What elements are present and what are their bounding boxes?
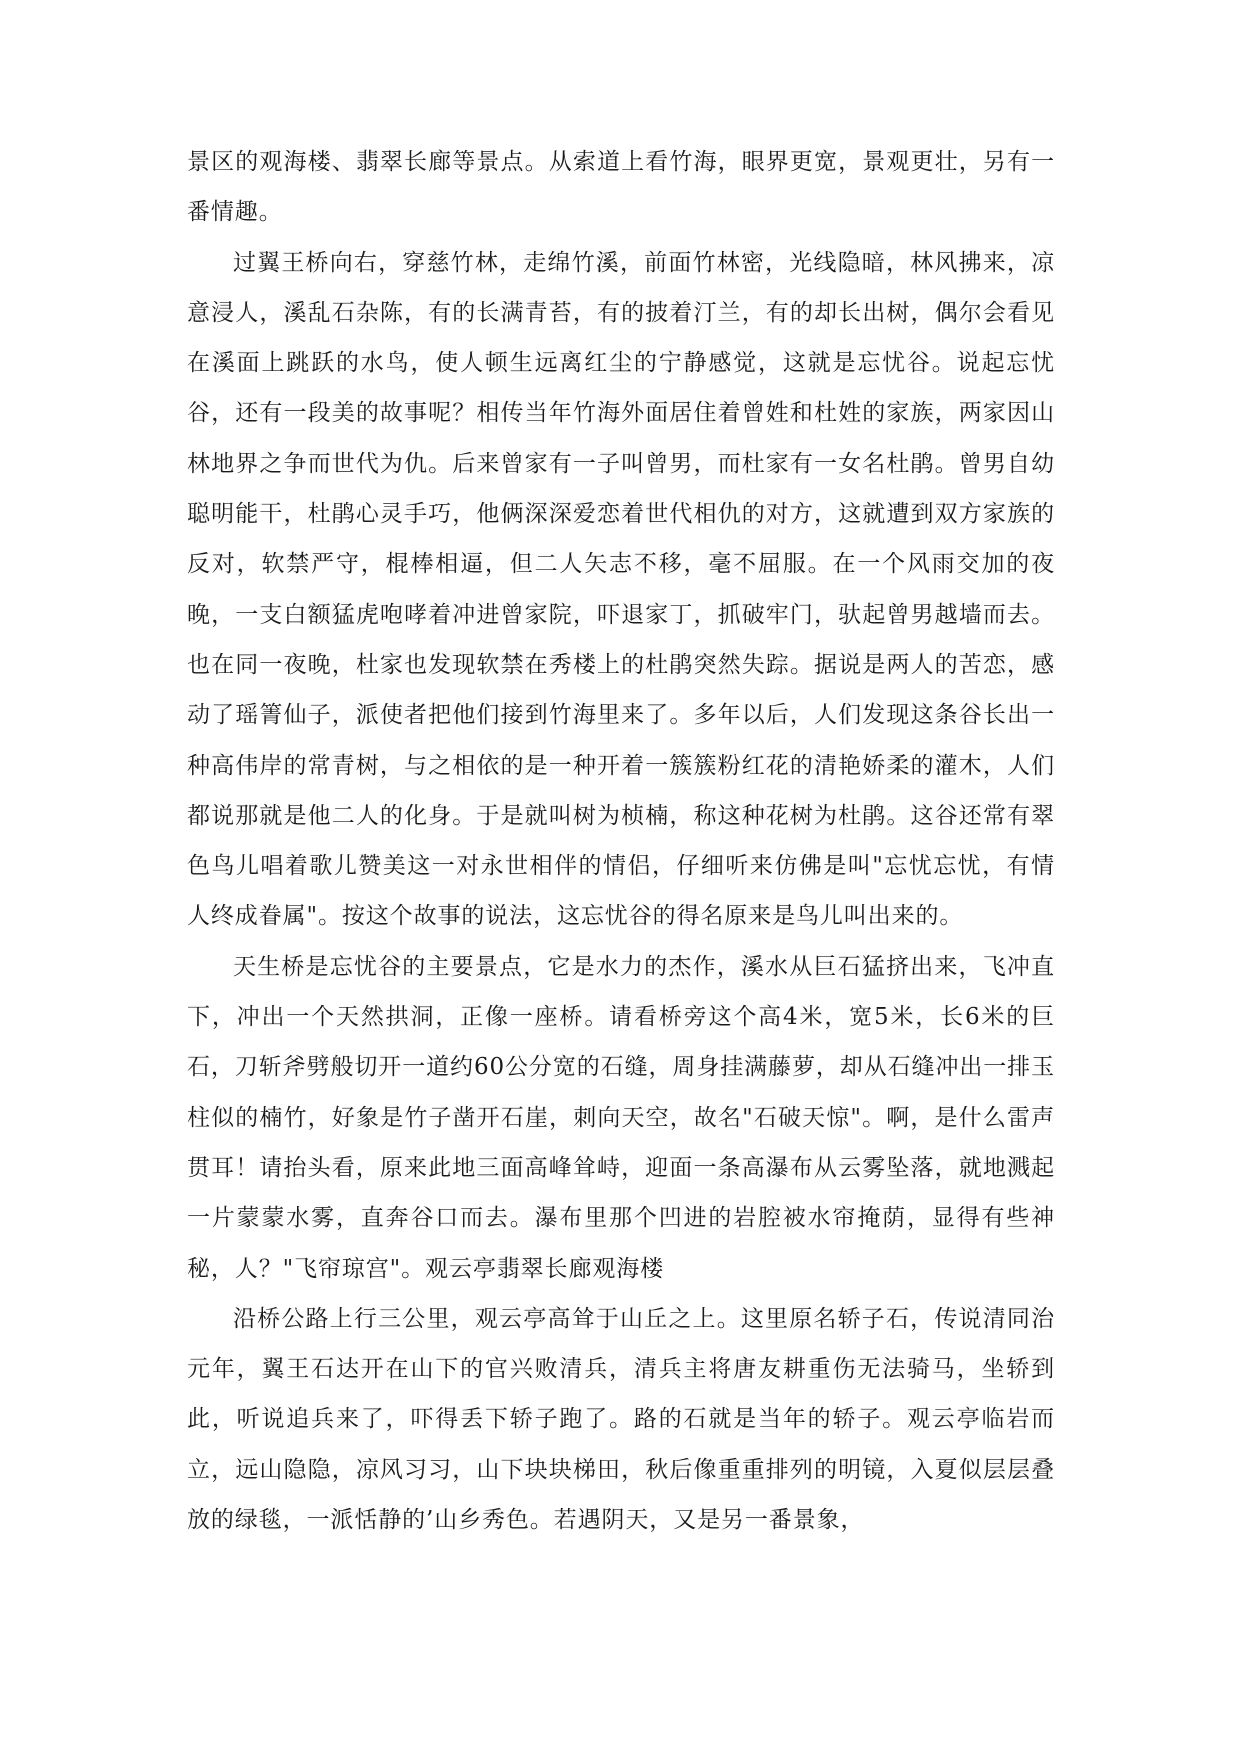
paragraph-2: 过翼王桥向右，穿慈竹林，走绵竹溪，前面竹林密，光线隐暗，林风拂来，凉意浸人，溪乱石杂陈，有的长满青苔，有的披着汀兰，有的却长出树，偶尔会看见在溪面上跳跃的水鸟，使人顿生远离红尘的宁静感觉，这就是忘忧谷。说起忘忧谷，还有一段美的故事呢？相传当年竹海外面居住着曾姓和杜姓的家族，两家因山林地界之争而世代为仇。后来曾家有一子叫曾男，而杜家有一女名杜鹃。曾男自幼聪明能干，杜鹃心灵手巧，他俩深深爱恋着世代相仇的对方，这就遭到双方家族的反对，软禁严守，棍棒相逼，但二人矢志不移，毫不屈服。在一个风雨交加的夜晚，一支白额猛虎咆哮着冲进曾家院，吓退家丁，抓破牢门，驮起曾男越墙而去。也在同一夜晚，杜家也发现软禁在秀楼上的杜鹃突然失踪。据说是两人的苦恋，感动了瑶箐仙子，派使者把他们接到竹海里来了。多年以后，人们发现这条谷长出一种高伟岸的常青树，与之相依的是一种开着一簇簇粉红花的清艳娇柔的灌木，人们都说那就是他二人的化身。于是就叫树为桢楠，称这种花树为杜鹃。这谷还常有翠色鸟儿唱着歌儿赞美这一对永世相伴的情侣，仔细听来仿佛是叫"忘忧忘忧，有情人终成眷属"。按这个故事的说法，这忘忧谷的得名原来是鸟儿叫出来的。	[187, 249, 1055, 930]
paragraph-1: 景区的观海楼、翡翠长廊等景点。从索道上看竹海，眼界更宽，景观更壮，另有一番情趣。	[187, 149, 1055, 226]
paragraph-3: 天生桥是忘忧谷的主要景点，它是水力的杰作，溪水从巨石猛挤出来，飞冲直下，冲出一个天然拱洞，正像一座桥。请看桥旁这个高4米，宽5米，长6米的巨石，刀斩斧劈般切开一道约60公分宽的石缝，周身挂满藤萝，却从石缝冲出一排玉柱似的楠竹，好象是竹子凿开石崖，刺向天空，故名"石破天惊"。啊，是什么雷声贯耳！请抬头看，原来此地三面高峰耸峙，迎面一条高瀑布从云雾坠落，就地溅起一片蒙蒙水雾，直奔谷口而去。瀑布里那个凹进的岩腔被水帘掩荫，显得有些神秘，人？"飞帘琼宫"。观云亭翡翠长廊观海楼	[187, 953, 1055, 1282]
paragraph-4: 沿桥公路上行三公里，观云亭高耸于山丘之上。这里原名轿子石，传说清同治元年，翼王石达开在山下的官兴败清兵，清兵主将唐友耕重伤无法骑马，坐轿到此，听说追兵来了，吓得丢下轿子跑了。路的石就是当年的轿子。观云亭临岩而立，远山隐隐，凉风习习，山下块块梯田，秋后像重重排列的明镜，入夏似层层叠放的绿毯，一派恬静的’山乡秀色。若遇阴天，又是另一番景象，	[187, 1305, 1055, 1534]
body-text	[187, 137, 1055, 1545]
